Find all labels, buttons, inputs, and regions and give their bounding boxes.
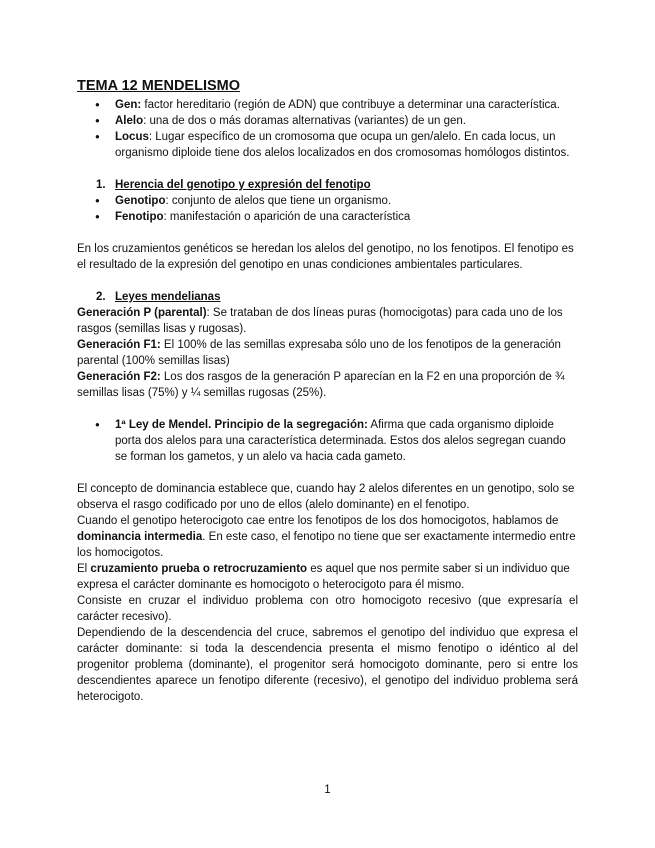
term: Generación F2:: [77, 371, 161, 383]
section-title: Herencia del genotipo y expresión del fenotipo: [115, 179, 371, 191]
term: Generación F1:: [77, 339, 161, 351]
generation-f2: [77, 369, 578, 401]
depending-paragraph: Dependiendo de la descendencia del cruce, sabremos el genotipo del individuo que expresa el carácter dominante: si toda la descendencia presenta el mismo fenotipo o idéntico al del progenitor problema (dominante), el progenitor será homocigoto dominante, pero si entre los descendientes aparece un fenotipo diferente (recesivo), el genotipo del individuo problema será heterocigoto.: [77, 627, 578, 703]
definition: : conjunto de alelos que tiene un organismo.: [165, 195, 392, 207]
section-title: Leyes mendelianas: [115, 291, 221, 303]
generation-f1: [77, 337, 578, 369]
testcross-paragraph: El cruzamiento prueba o retrocruzamiento es aquel que nos permite saber si un individuo que expresa el carácter dominante es homocigoto o heterocigoto para él mismo.: [77, 563, 570, 591]
term: Alelo: [115, 115, 144, 127]
page-title: TEMA 12 MENDELISMO: [77, 78, 241, 94]
definition: factor hereditario (región de ADN) que contribuye a determinar una característica.: [141, 99, 560, 111]
term: cruzamiento prueba o retrocruzamiento: [90, 563, 308, 575]
definition: : una de dos o más doramas alternativas (variantes) de un gen.: [143, 115, 466, 127]
term: dominancia intermedia: [77, 531, 203, 543]
page-number: 1: [324, 784, 331, 796]
term: Genotipo: [115, 195, 166, 207]
list-item: [77, 209, 578, 225]
term: Generación P (parental): [77, 307, 207, 319]
document-page: [77, 78, 578, 705]
section-1-heading: [77, 177, 578, 193]
definition: : Lugar específico de un cromosoma que ocupa un gen/alelo. En cada locus, un organismo diploide tiene dos alelos localizados en dos cromosomas homólogos distintos.: [115, 131, 570, 159]
list-item: [77, 193, 578, 209]
section-2-heading: [77, 289, 578, 305]
intro-bullet-list: [77, 97, 578, 161]
section-1-bullet-list: [77, 193, 578, 225]
list-item: [77, 129, 578, 161]
term: Locus: [115, 131, 149, 143]
term: Gen:: [115, 99, 142, 111]
mendel-law-list: [77, 417, 578, 465]
dominance-paragraph: El concepto de dominancia establece que, cuando hay 2 alelos diferentes en un genotipo, solo se observa el rasgo codificado por uno de ellos (alelo dominante) en el fenotipo.: [77, 483, 575, 511]
list-item: [77, 417, 578, 465]
list-item: [77, 113, 578, 129]
section-number: 1.: [96, 179, 106, 191]
term: 1ª Ley de Mendel. Principio de la segregación:: [115, 419, 368, 431]
definition: : manifestación o aparición de una característica: [163, 211, 411, 223]
list-item: [77, 97, 578, 113]
section-number: 2.: [96, 291, 106, 303]
consists-paragraph: Consiste en cruzar el individuo problema con otro homocigoto recesivo (que expresaría el carácter recesivo).: [77, 595, 578, 623]
term: Fenotipo: [115, 211, 164, 223]
definition: El 100% de las semillas expresaba sólo uno de los fenotipos de la generación parental (100% semillas lisas): [77, 339, 561, 367]
definition: Los dos rasgos de la generación P aparecían en la F2 en una proporción de ¾ semillas lisas (75%) y ¼ semillas rugosas (25%).: [77, 371, 565, 399]
intermediate-paragraph: Cuando el genotipo heterocigoto cae entre los fenotipos de los dos homocigotos, hablamos de dominancia intermedia. En este caso, el fenotipo no tiene que ser exactamente intermedio entre los homocigotos.: [77, 515, 576, 559]
generation-p: [77, 305, 578, 337]
definition: : Se trataban de dos líneas puras (homocigotas) para cada uno de los rasgos (semillas lisas y rugosas).: [77, 307, 563, 335]
definition: Afirma que cada organismo diploide porta dos alelos para una característica determinada. Estos dos alelos segregan cuando se forman los gametos, y un alelo va hacia cada gameto.: [115, 419, 566, 463]
genotype-paragraph: En los cruzamientos genéticos se heredan los alelos del genotipo, no los fenotipos. El fenotipo es el resultado de la expresión del genotipo en unas condiciones ambientales particulares.: [77, 243, 574, 271]
